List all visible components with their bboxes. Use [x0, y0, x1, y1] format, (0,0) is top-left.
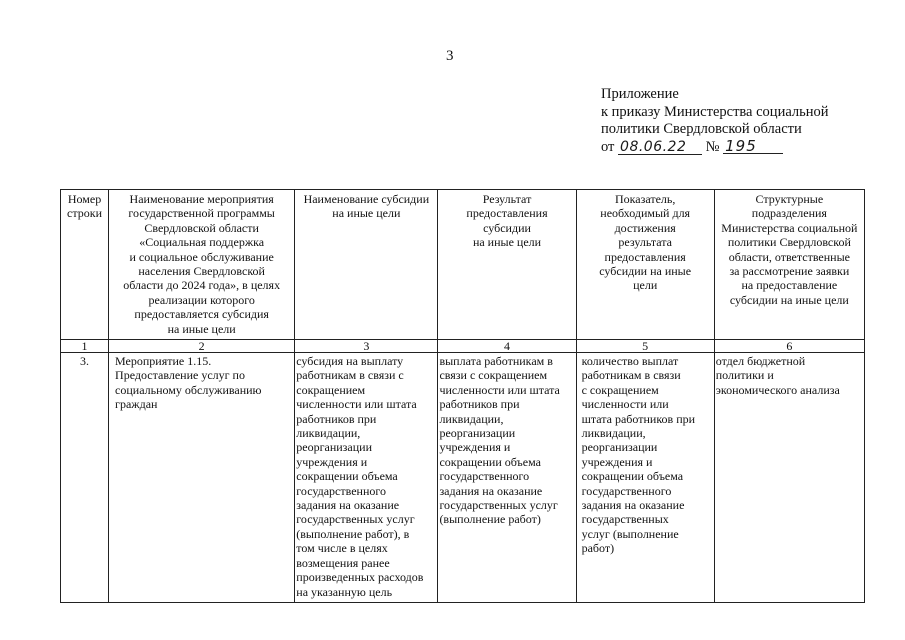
appendix-block — [601, 86, 829, 156]
appendix-date-number-line — [601, 136, 829, 157]
column-number: 3 — [295, 340, 438, 353]
appendix-ministry-line: политики Свердловской области — [601, 121, 802, 137]
table-row — [61, 353, 865, 603]
header-departments: Структурные подразделения Министерства социальной политики Свердловской области, ответственные за рассмотрение заявки на предоставление субсидии на иные цели — [714, 190, 864, 340]
column-number: 1 — [61, 340, 109, 353]
column-number: 5 — [576, 340, 714, 353]
subsidy-table — [60, 189, 865, 603]
handwritten-number: 195 — [723, 139, 783, 154]
department-cell: отдел бюджетной политики и экономического анализа — [714, 353, 864, 603]
from-label: от — [601, 138, 615, 155]
header-result: Результат предоставления субсидии на иные цели — [438, 190, 576, 340]
column-number-row — [61, 340, 865, 353]
column-number: 2 — [109, 340, 295, 353]
subsidy-cell: субсидия на выплату работникам в связи с сокращением численности или штата работников при ликвидации, реорганизации учреждения и сокращении объема государственного задания на оказание государственных услуг (выполнение работ), в том числе в целях возмещения ранее произведенных расходов на указанную цель — [295, 353, 438, 603]
header-event-name: Наименование мероприятия государственной программы Свердловской области «Социальная поддержка и социальное обслуживание населения Свердловской области до 2024 года», в целях реализации которого предоставляется субсидия на иные цели — [109, 190, 295, 340]
header-row-number: Номер строки — [61, 190, 109, 340]
column-number: 4 — [438, 340, 576, 353]
indicator-cell: количество выплат работникам в связи с сокращением численности или штата работников при ликвидации, реорганизации учреждения и сокращении объема государственного задания на оказание государственных услуг (выполнение работ) — [576, 353, 714, 603]
appendix-order-line: к приказу Министерства социальной — [601, 103, 829, 120]
column-number: 6 — [714, 340, 864, 353]
result-cell: выплата работникам в связи с сокращением численности или штата работников при ликвидации, реорганизации учреждения и сокращении объема государственного задания на оказание государственных услуг (выполнение работ) — [438, 353, 576, 603]
row-number-cell: 3. — [61, 353, 109, 603]
event-cell: Мероприятие 1.15. Предоставление услуг по социальному обслуживанию граждан — [109, 353, 295, 603]
header-indicator: Показатель, необходимый для достижения результата предоставления субсидии на иные цели — [576, 190, 714, 340]
handwritten-date: 08.06.22 — [618, 140, 702, 155]
appendix-title: Приложение — [601, 86, 679, 102]
header-subsidy-name: Наименование субсидии на иные цели — [295, 190, 438, 340]
page-number: 3 — [446, 48, 454, 64]
number-label: № — [705, 138, 720, 155]
table-header-row — [61, 190, 865, 340]
